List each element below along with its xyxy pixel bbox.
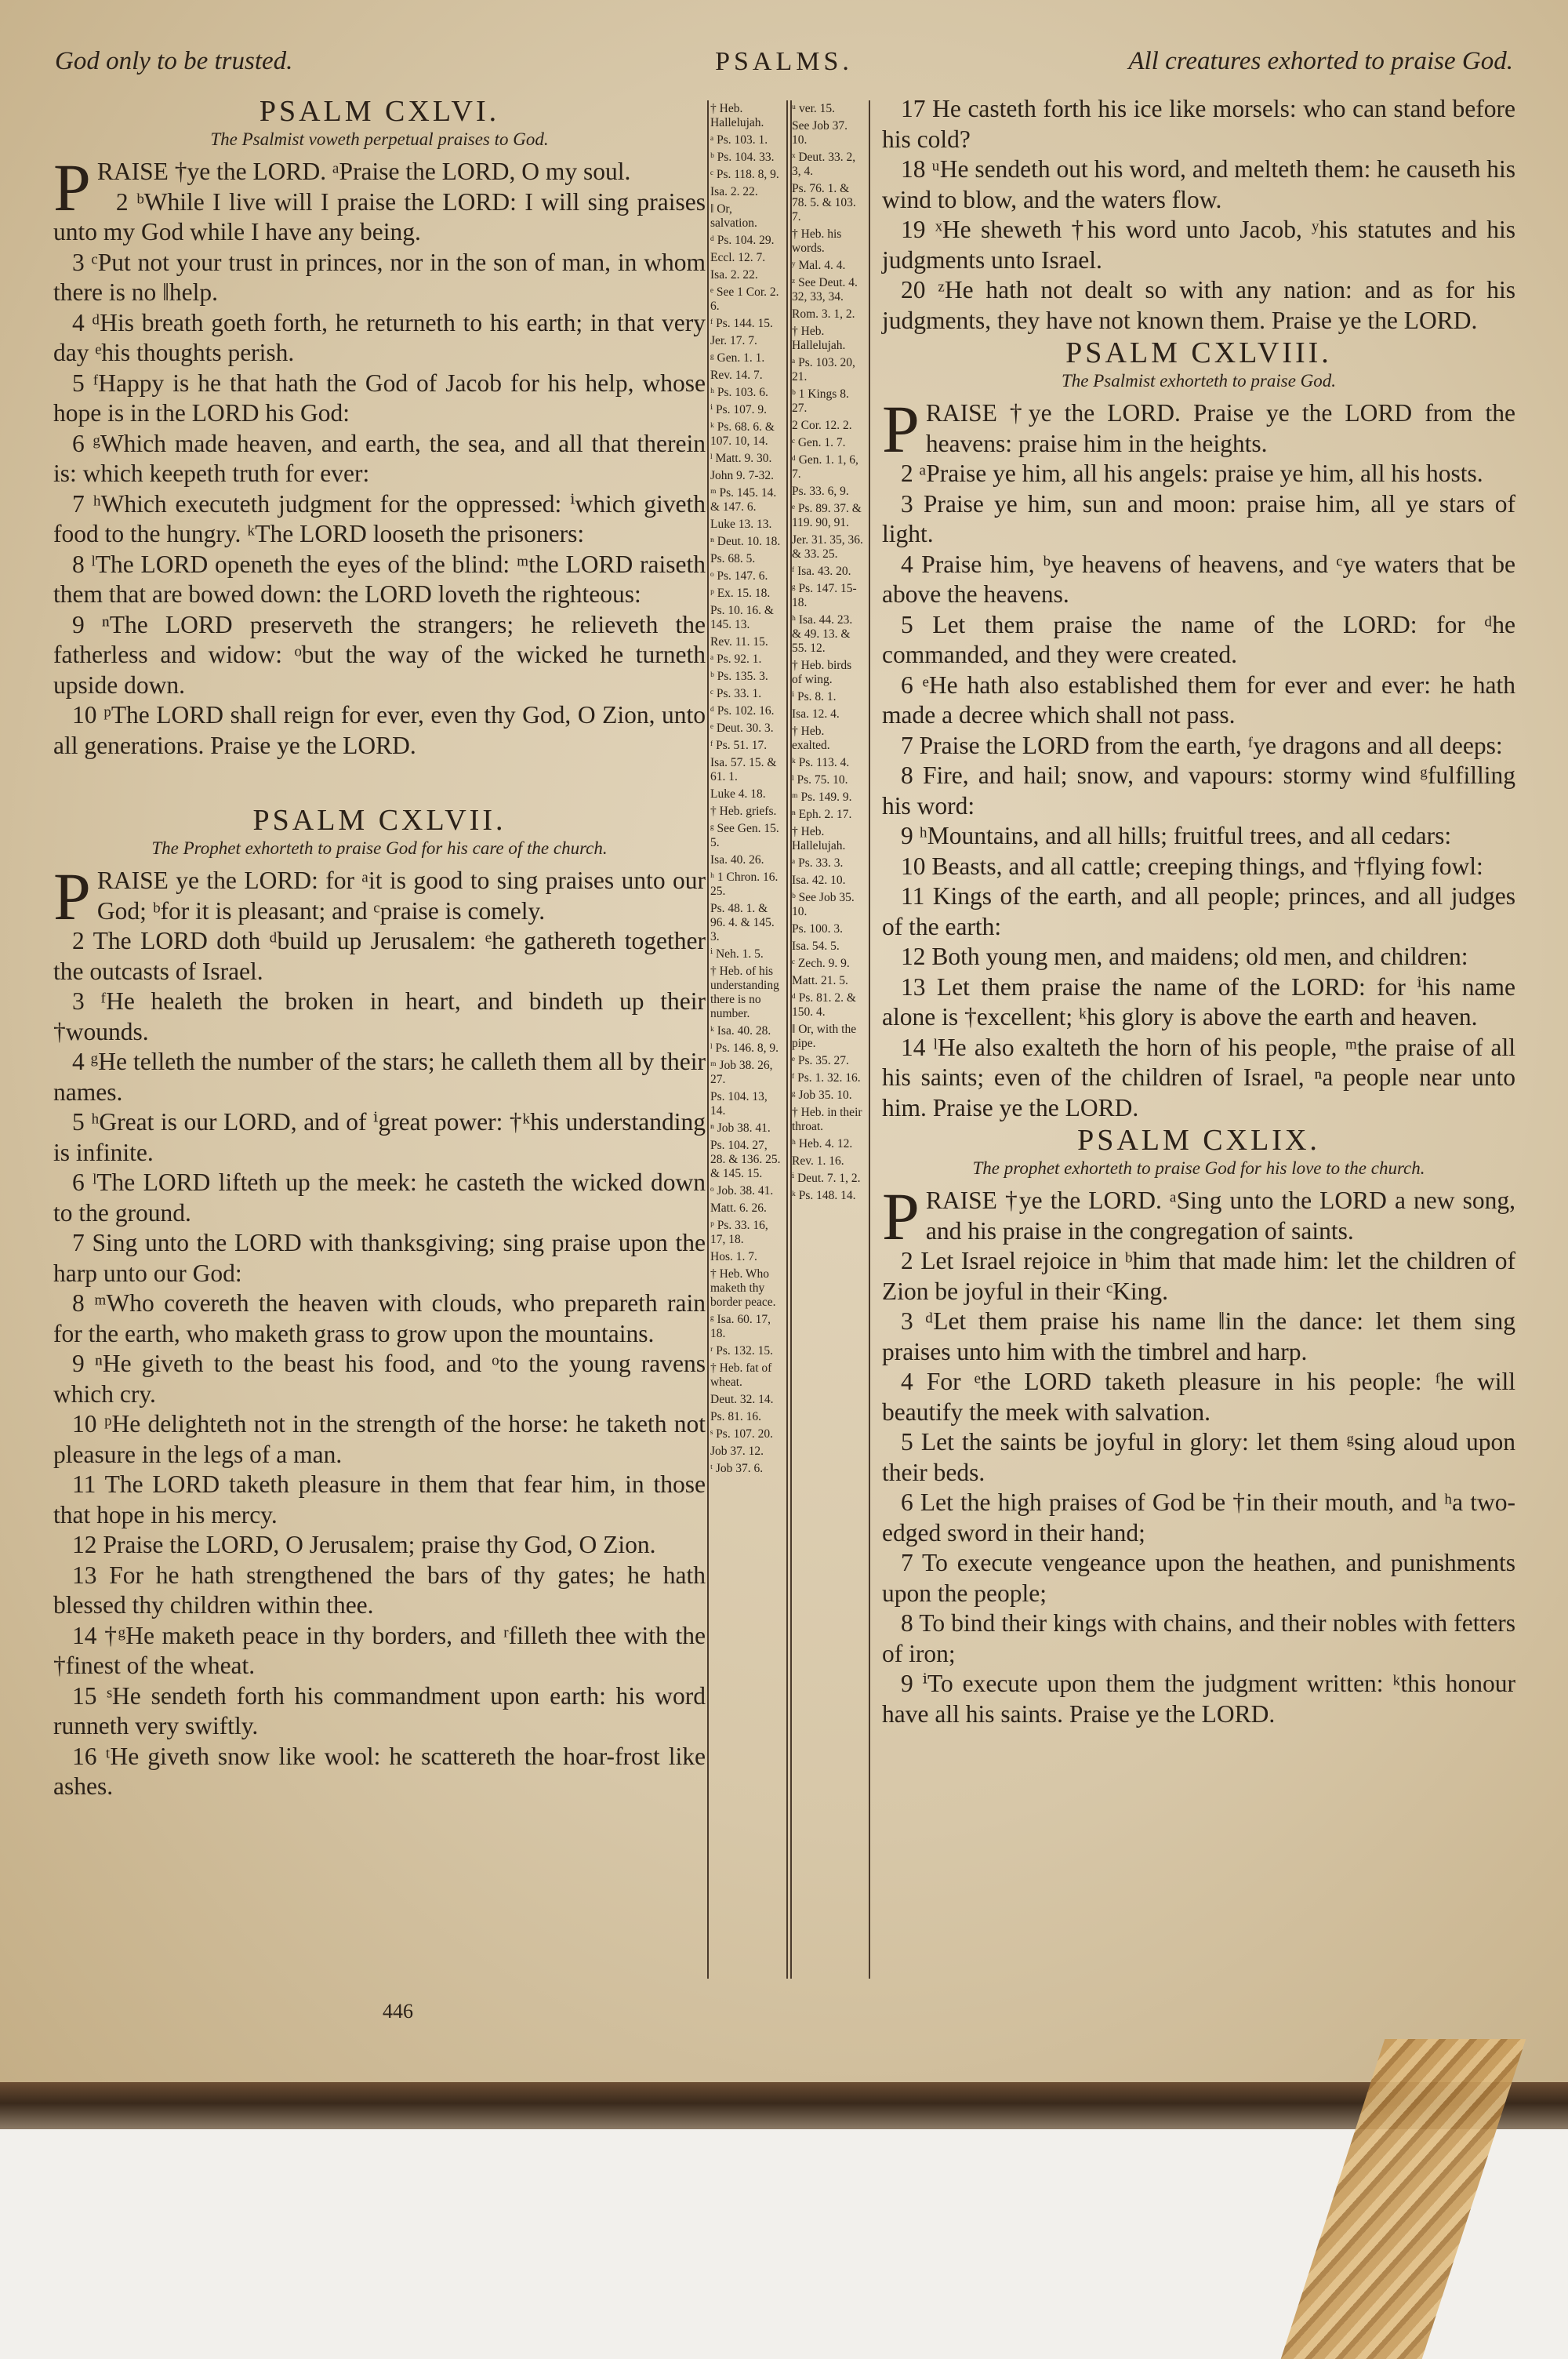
verse: 2 ᵇWhile I live will I praise the LORD: I will sing praises unto my God while I have any being. (53, 187, 706, 245)
psalm-title: PSALM CXLVI. (259, 95, 500, 128)
running-head-center: PSALMS. (715, 47, 853, 76)
margin-reference: ⁿ Job 38. 41. (710, 1121, 771, 1135)
margin-reference: ᶠ Ps. 51. 17. (710, 739, 768, 752)
verse: 6 ˡThe LORD lifteth up the meek: he casteth the wicked down to the ground. (53, 1169, 706, 1227)
verse: 7 ʰWhich executeth judgment for the oppressed: ⁱwhich giveth food to the hungry. ᵏThe LORD looseth the prisoners: (53, 489, 706, 547)
margin-reference: ᵇ Ps. 104. 33. (710, 151, 775, 164)
verse: 10 Beasts, and all cattle; creeping things, and †flying fowl: (901, 852, 1483, 880)
verse: 5 Let them praise the name of the LORD: for ᵈhe commanded, and they were created. (882, 610, 1515, 668)
column-rule (869, 100, 870, 1979)
margin-reference: ˡ Ps. 75. 10. (792, 773, 848, 787)
margin-reference: ʰ 1 Chron. 16. 25. (710, 871, 779, 898)
margin-reference: ᵃ Ps. 103. 20, 21. (792, 356, 855, 383)
verse: 17 He casteth forth his ice like morsels: who can stand before his cold? (882, 95, 1515, 153)
verse: 8 Fire, and hail; snow, and vapours: stormy wind ᵍfulfilling his word: (882, 761, 1515, 820)
drop-cap: P (882, 391, 920, 467)
verse: 9 ⁿHe giveth to the beast his food, and ᵒto the young ravens which cry. (53, 1350, 706, 1408)
margin-reference: † Heb. griefs. (710, 805, 777, 818)
verse: 7 To execute vengeance upon the heathen, and punishments upon the people; (882, 1549, 1515, 1607)
verse: 14 ˡHe also exalteth the horn of his people, ᵐthe praise of all his saints; even of the children of Israel, ⁿa people near unto him. Praise ye the LORD. (882, 1033, 1515, 1121)
running-head-right: All creatures exhorted to praise God. (1128, 47, 1513, 75)
margin-reference: Deut. 32. 14. (710, 1393, 774, 1406)
psalm-subtitle: The prophet exhorteth to praise God for his love to the church. (972, 1158, 1425, 1178)
margin-reference: John 9. 7-32. (710, 469, 774, 482)
margin-reference: Isa. 42. 10. (792, 874, 846, 887)
margin-reference: ⁱ Deut. 7. 1, 2. (792, 1172, 861, 1185)
drop-cap: P (882, 1179, 920, 1254)
margin-reference: ᶜ Ps. 118. 8, 9. (710, 168, 779, 181)
margin-reference: † Heb. Who maketh thy border peace. (710, 1267, 776, 1309)
margin-reference: ᵉ Ps. 89. 37. & 119. 90, 91. (792, 502, 862, 529)
margin-reference: Isa. 57. 15. & 61. 1. (710, 756, 777, 783)
margin-reference: ᵍ Gen. 1. 1. (710, 351, 765, 365)
verse: 3 ᵈLet them praise his name ‖in the dance: let them sing praises unto him with the timbrel and harp. (882, 1307, 1515, 1365)
verse: 4 For ᵉthe LORD taketh pleasure in his people: ᶠhe will beautify the meek with salvation. (882, 1368, 1515, 1426)
margin-reference: ᶜ Zech. 9. 9. (792, 957, 850, 970)
verse: 6 ᵉHe hath also established them for ever and ever: he hath made a decree which shall not pass. (882, 671, 1515, 729)
verse: RAISE ye the LORD: for ᵃit is good to sing praises unto our God; ᵇfor it is pleasant; and ᶜpraise is comely. (96, 867, 706, 925)
margin-reference: ˣ Deut. 33. 2, 3, 4. (792, 151, 856, 178)
margin-reference: ᵃ Ps. 92. 1. (710, 652, 762, 666)
verse: 2 The LORD doth ᵈbuild up Jerusalem: ᵉhe gathereth together the outcasts of Israel. (53, 927, 706, 985)
margin-reference: ˡ Matt. 9. 30. (710, 452, 772, 465)
book-edge (0, 2082, 1568, 2129)
verse: 12 Praise the LORD, O Jerusalem; praise thy God, O Zion. (72, 1531, 656, 1558)
margin-reference: ᶜ Ps. 33. 1. (710, 687, 762, 700)
margin-reference: ʸ Mal. 4. 4. (792, 259, 846, 272)
column-rule (707, 100, 709, 1979)
margin-reference: ˢ Ps. 107. 20. (710, 1427, 773, 1441)
margin-reference: ‖ Or, salvation. (710, 202, 757, 230)
psalm-title: PSALM CXLIX. (1077, 1124, 1320, 1157)
margin-reference: † Heb. birds of wing. (792, 659, 852, 686)
margin-reference: ᵃ Ps. 33. 3. (792, 856, 844, 870)
margin-reference: ᵇ Ps. 135. 3. (710, 670, 768, 683)
margin-reference: † Heb. exalted. (792, 725, 830, 752)
margin-reference: ⁿ Deut. 10. 18. (710, 535, 781, 548)
verse: 4 Praise him, ᵇye heavens of heavens, and ᶜye waters that be above the heavens. (882, 550, 1515, 608)
margin-reference: ᵇ 1 Kings 8. 27. (792, 387, 849, 415)
margin-reference: ᵉ Ps. 35. 27. (792, 1054, 849, 1067)
verse: 12 Both young men, and maidens; old men, and children: (901, 943, 1468, 970)
margin-reference: Ps. 68. 5. (710, 552, 756, 565)
margin-reference: ᵗ Job 37. 6. (710, 1462, 764, 1475)
margin-reference: ᶠ Isa. 43. 20. (792, 565, 851, 578)
verse: 13 For he hath strengthened the bars of thy gates; he hath blessed thy children within thee. (53, 1561, 706, 1619)
psalm-subtitle: The Psalmist exhorteth to praise God. (1061, 371, 1337, 391)
margin-reference: ᵏ Isa. 40. 28. (710, 1024, 771, 1038)
margin-reference: ᶻ See Deut. 4. 32, 33, 34. (792, 276, 858, 304)
psalm-title: PSALM CXLVII. (252, 804, 506, 837)
verse: 7 Sing unto the LORD with thanksgiving; sing praise upon the harp unto our God: (53, 1229, 706, 1287)
margin-reference: ᵉ Deut. 30. 3. (710, 722, 774, 735)
margin-reference: Isa. 54. 5. (792, 940, 840, 953)
verse: 3 ᶠHe healeth the broken in heart, and bindeth up their †wounds. (53, 987, 706, 1045)
margin-reference: Matt. 6. 26. (710, 1201, 767, 1215)
left-text-column (53, 94, 706, 1802)
psalm-subtitle: The Psalmist voweth perpetual praises to God. (210, 129, 549, 149)
margin-reference: ˡ Ps. 146. 8, 9. (710, 1041, 779, 1055)
verse: 9 ⁱTo execute upon them the judgment written: ᵏthis honour have all his saints. Praise ye the LORD. (882, 1670, 1515, 1728)
margin-reference: Ps. 100. 3. (792, 922, 844, 936)
verse: RAISE †ye the LORD. ᵃPraise the LORD, O my soul. (96, 158, 631, 185)
verse: 8 ᵐWho covereth the heaven with clouds, who prepareth rain for the earth, who maketh grass to grow upon the mountains. (53, 1289, 706, 1347)
margin-reference: Jer. 31. 35, 36. & 33. 25. (792, 533, 863, 561)
verse: 6 Let the high praises of God be †in their mouth, and ʰa two-edged sword in their hand; (882, 1488, 1515, 1547)
verse: 18 ᵘHe sendeth out his word, and melteth them: he causeth his wind to blow, and the waters flow. (882, 155, 1515, 213)
margin-reference: Ps. 10. 16. & 145. 13. (710, 604, 774, 631)
margin-reference: Ps. 104. 13, 14. (710, 1090, 768, 1118)
margin-reference: ⁱ Ps. 8. 1. (792, 690, 837, 703)
verse: 11 The LORD taketh pleasure in them that fear him, in those that hope in his mercy. (53, 1470, 706, 1528)
margin-reference: Jer. 17. 7. (710, 334, 757, 347)
verse: 9 ⁿThe LORD preserveth the strangers; he relieveth the fatherless and widow: ᵒbut the way of the wicked he turneth upside down. (53, 610, 706, 699)
margin-reference: Job 37. 12. (710, 1445, 764, 1458)
margin-reference: † Heb. of his understanding there is no number. (710, 965, 779, 1020)
margin-reference: ʰ Ps. 103. 6. (710, 386, 768, 399)
margin-reference: Ps. 33. 6, 9. (792, 485, 849, 498)
margin-reference: See Job 37. 10. (792, 119, 848, 147)
margin-reference: Rev. 14. 7. (710, 369, 763, 382)
verse: 8 To bind their kings with chains, and their nobles with fetters of iron; (882, 1609, 1515, 1667)
verse: 8 ˡThe LORD openeth the eyes of the blind: ᵐthe LORD raiseth them that are bowed down: the LORD loveth the righteous: (53, 550, 706, 608)
verse: 5 ᶠHappy is he that hath the God of Jacob for his help, whose hope is in the LORD his God: (53, 369, 706, 427)
margin-reference: ᵍ Job 35. 10. (792, 1089, 852, 1102)
margin-reference: ᵇ See Job 35. 10. (792, 891, 855, 918)
verse: 4 ᵍHe telleth the number of the stars; he calleth them all by their names. (53, 1048, 706, 1106)
verse: 19 ˣHe sheweth †his word unto Jacob, ʸhis statutes and his judgments unto Israel. (882, 216, 1515, 274)
margin-reference: Rev. 11. 15. (710, 635, 768, 649)
margin-reference: Ps. 104. 27, 28. & 136. 25. & 145. 15. (710, 1139, 781, 1180)
margin-reference: ᵈ Ps. 102. 16. (710, 704, 775, 718)
psalm-body (53, 150, 706, 761)
margin-reference: ᵍ See Gen. 15. 5. (710, 822, 779, 849)
verse: 5 Let the saints be joyful in glory: let them ᵍsing aloud upon their beds. (882, 1428, 1515, 1486)
margin-reference: Ps. 48. 1. & 96. 4. & 145. 3. (710, 902, 775, 943)
margin-reference: Isa. 12. 4. (792, 707, 840, 721)
verse: 7 Praise the LORD from the earth, ᶠye dragons and all deeps: (901, 731, 1503, 759)
drop-cap: P (53, 859, 91, 934)
margin-reference: ᵐ Ps. 149. 9. (792, 791, 852, 804)
margin-reference: ᵖ Ps. 33. 16, 17, 18. (710, 1219, 768, 1246)
margin-reference: Rev. 1. 16. (792, 1154, 844, 1168)
margin-reference: ᵘ ver. 15. (792, 102, 836, 115)
psalm-body (882, 1179, 1515, 1729)
verse: 2 ᵃPraise ye him, all his angels: praise ye him, all his hosts. (901, 460, 1483, 487)
margin-reference: Luke 13. 13. (710, 518, 772, 531)
margin-reference: † Heb. Hallelujah. (710, 102, 764, 129)
verse: 2 Let Israel rejoice in ᵇhim that made him: let the children of Zion be joyful in their ᶜKing. (882, 1247, 1515, 1305)
margin-reference: † Heb. Hallelujah. (792, 825, 846, 852)
psalm-body (882, 391, 1515, 1123)
margin-reference: ᵖ Ex. 15. 18. (710, 587, 771, 600)
margin-reference: ᵒ Job. 38. 41. (710, 1184, 774, 1198)
margin-references-b (792, 102, 864, 1206)
margin-reference: Hos. 1. 7. (710, 1250, 757, 1263)
margin-reference: † Heb. his words. (792, 227, 842, 255)
margin-reference: ᵐ Ps. 145. 14. & 147. 6. (710, 486, 777, 514)
margin-reference: Isa. 40. 26. (710, 853, 764, 867)
margin-reference: ⁿ Eph. 2. 17. (792, 808, 852, 821)
margin-reference: Isa. 2. 22. (710, 185, 758, 198)
verse: 10 ᵖThe LORD shall reign for ever, even thy God, O Zion, unto all generations. Praise ye the LORD. (53, 701, 706, 759)
margin-reference: Isa. 2. 22. (710, 268, 758, 282)
margin-reference: ⁱ Ps. 107. 9. (710, 403, 768, 416)
verse: 10 ᵖHe delighteth not in the strength of the horse: he taketh not pleasure in the legs of a man. (53, 1410, 706, 1468)
verse: 11 Kings of the earth, and all people; princes, and all judges of the earth: (882, 882, 1515, 940)
running-head-left: God only to be trusted. (55, 47, 293, 75)
verse: 9 ʰMountains, and all hills; fruitful trees, and all cedars: (901, 822, 1452, 849)
psalm-subtitle: The Prophet exhorteth to praise God for his care of the church. (151, 838, 608, 858)
verse: 13 Let them praise the name of the LORD: for ⁱhis name alone is †excellent; ᵏhis glory is above the earth and heaven. (882, 972, 1515, 1030)
margin-reference: 2 Cor. 12. 2. (792, 419, 852, 432)
margin-reference: ‖ Or, with the pipe. (792, 1023, 857, 1050)
right-text-column (882, 94, 1515, 1729)
verse: 6 ᵍWhich made heaven, and earth, the sea, and all that therein is: which keepeth truth for ever: (53, 429, 706, 487)
margin-reference: ᶠ Ps. 144. 15. (710, 317, 773, 330)
verse: RAISE †ye the LORD. ᵃSing unto the LORD a new song, and his praise in the congregation of saints. (925, 1187, 1515, 1245)
margin-reference: ᶠ Ps. 1. 32. 16. (792, 1071, 861, 1085)
margin-references-a (710, 102, 781, 1479)
margin-reference: ᵈ Gen. 1. 1, 6, 7. (792, 453, 858, 481)
psalm-body (53, 859, 706, 1802)
margin-reference: Eccl. 12. 7. (710, 251, 766, 264)
margin-reference: ᵐ Job 38. 26, 27. (710, 1059, 773, 1086)
margin-reference: Rom. 3. 1, 2. (792, 307, 855, 321)
margin-reference: † Heb. fat of wheat. (710, 1361, 772, 1389)
page-number: 446 (383, 2000, 413, 2023)
margin-reference: ⁱ Neh. 1. 5. (710, 947, 764, 961)
verse: 15 ˢHe sendeth forth his commandment upon earth: his word runneth very swiftly. (53, 1681, 706, 1739)
column-rule (786, 100, 788, 1979)
margin-reference: Matt. 21. 5. (792, 974, 848, 987)
margin-reference: ᵏ Ps. 148. 14. (792, 1189, 856, 1202)
margin-reference: Ps. 76. 1. & 78. 5. & 103. 7. (792, 182, 856, 224)
verse: 14 †ᵍHe maketh peace in thy borders, and ʳfilleth thee with the †finest of the wheat. (53, 1621, 706, 1679)
margin-reference: ʰ Isa. 44. 23. & 49. 13. & 55. 12. (792, 613, 853, 655)
margin-reference: ᶜ Gen. 1. 7. (792, 436, 846, 449)
margin-reference: ᵏ Ps. 68. 6. & 107. 10, 14. (710, 420, 775, 448)
verse: 3 Praise ye him, sun and moon: praise him, all ye stars of light. (882, 489, 1515, 547)
margin-reference: ᵍ Ps. 147. 15-18. (792, 582, 857, 609)
margin-reference: Luke 4. 18. (710, 787, 766, 801)
verse: RAISE †ye the LORD. Praise ye the LORD from the heavens: praise him in the heights. (925, 399, 1515, 457)
margin-reference: ʳ Ps. 132. 15. (710, 1344, 774, 1358)
margin-reference: ᵃ Ps. 103. 1. (710, 133, 768, 147)
margin-reference: ᵈ Ps. 81. 2. & 150. 4. (792, 991, 856, 1019)
margin-reference: † Heb. in their throat. (792, 1106, 862, 1133)
drop-cap: P (53, 150, 91, 225)
margin-reference: ᵉ See 1 Cor. 2. 6. (710, 285, 779, 313)
verse: 20 ᶻHe hath not dealt so with any nation: and as for his judgments, they have not known them. Praise ye the LORD. (882, 276, 1515, 334)
verse: 4 ᵈHis breath goeth forth, he returneth to his earth; in that very day ᵉhis thoughts perish. (53, 308, 706, 366)
margin-reference: ʰ Heb. 4. 12. (792, 1137, 853, 1150)
margin-reference: ᵈ Ps. 104. 29. (710, 234, 775, 247)
verse: 16 ᵗHe giveth snow like wool: he scattereth the hoar-frost like ashes. (53, 1742, 706, 1800)
margin-reference: ᵍ Isa. 60. 17, 18. (710, 1313, 771, 1340)
margin-reference: † Heb. Hallelujah. (792, 325, 846, 352)
margin-reference: ᵒ Ps. 147. 6. (710, 569, 768, 583)
margin-reference: Ps. 81. 16. (710, 1410, 762, 1423)
psalm-title: PSALM CXLVIII. (1065, 336, 1332, 369)
margin-reference: ᵏ Ps. 113. 4. (792, 756, 850, 769)
verse: 5 ʰGreat is our LORD, and of ⁱgreat power: †ᵏhis understanding is infinite. (53, 1108, 706, 1166)
verse: 3 ᶜPut not your trust in princes, nor in the son of man, in whom there is no ‖help. (53, 248, 706, 306)
